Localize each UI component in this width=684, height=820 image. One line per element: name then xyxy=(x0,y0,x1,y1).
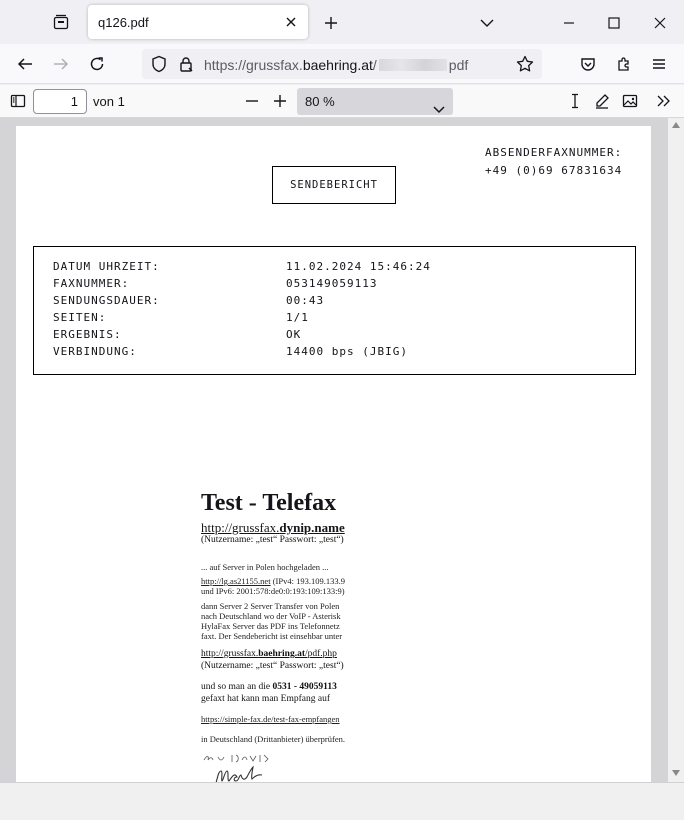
detail-label: FAXNUMMER: xyxy=(53,277,130,290)
detail-row xyxy=(53,260,431,273)
uploaded-text: ... auf Server in Polen hochgeladen ... xyxy=(201,562,329,572)
extensions-icon[interactable] xyxy=(612,52,636,76)
scroll-down-arrow-icon[interactable] xyxy=(672,770,680,776)
bottom-strip xyxy=(0,782,684,820)
detail-label: DATUM UHRZEIT: xyxy=(53,260,160,273)
detail-row xyxy=(53,294,325,307)
back-arrow-icon[interactable] xyxy=(13,52,37,76)
zoom-value: 80 % xyxy=(305,94,335,109)
zoom-out-icon[interactable] xyxy=(240,89,264,113)
navigation-bar xyxy=(0,44,684,84)
credentials-1: (Nutzername: „test“ Passwort: „test“) xyxy=(201,535,344,545)
url-suffix: pdf xyxy=(448,57,469,73)
hamburger-menu-icon[interactable] xyxy=(647,52,671,76)
sidebar-toggle-icon[interactable] xyxy=(6,89,30,113)
detail-value: 053149059113 xyxy=(286,277,378,290)
detail-value: 14400 bps (JBIG) xyxy=(286,345,408,358)
credentials-2: (Nutzername: „test“ Passwort: „test“) xyxy=(201,661,344,671)
signature xyxy=(212,766,276,782)
maximize-icon[interactable] xyxy=(603,12,625,34)
link2-suffix: /pdf.php xyxy=(304,649,337,659)
sender-fax-number: +49 (0)69 67831634 xyxy=(485,164,623,177)
url-prefix: https://grussfax. xyxy=(204,57,303,73)
zoom-select[interactable] xyxy=(297,88,453,115)
tab-title: q126.pdf xyxy=(98,14,149,30)
detail-row xyxy=(53,345,408,358)
tab-active[interactable] xyxy=(88,5,308,39)
detail-label: VERBINDUNG: xyxy=(53,345,137,358)
ipv6-line: und IPv6: 2001:578:de0:0:193:109:133:9) xyxy=(201,586,345,596)
scroll-up-arrow-icon[interactable] xyxy=(672,122,680,128)
fax-link-baehring xyxy=(201,649,337,659)
detail-value: OK xyxy=(286,328,302,341)
tracking-shield-icon[interactable] xyxy=(150,55,168,78)
transfer-line-4: faxt. Der Sendebericht ist einsehbar unter xyxy=(201,631,343,641)
tab-strip xyxy=(0,0,684,44)
lock-icon[interactable] xyxy=(178,56,194,77)
pdf-toolbar xyxy=(0,85,684,118)
send-line-2: gefaxt hat kann man Empfang auf xyxy=(201,694,330,704)
forward-arrow-icon[interactable] xyxy=(49,52,73,76)
fax-link-dynip xyxy=(201,520,345,536)
close-window-icon[interactable] xyxy=(649,12,671,34)
chevron-down-icon[interactable] xyxy=(476,12,498,34)
link1-bold: dynip.name xyxy=(279,520,345,535)
zoom-in-icon[interactable] xyxy=(268,89,292,113)
page-count: von 1 xyxy=(93,94,125,109)
ipv4-line xyxy=(201,576,345,586)
link1-prefix: http://grussfax. xyxy=(201,520,280,535)
close-tab-icon[interactable] xyxy=(282,13,300,31)
bookmark-star-icon[interactable] xyxy=(516,55,534,78)
ipv4-link: http://lg.as21155.net xyxy=(201,576,271,586)
transfer-line-2: nach Deutschland wo der VoIP - Asterisk xyxy=(201,611,341,621)
transfer-line-3: HylaFax Server das PDF ins Telefonnetz xyxy=(201,621,340,631)
pdf-page xyxy=(16,126,651,782)
page-number-input[interactable]: 1 xyxy=(33,89,87,114)
detail-label: SENDUNGSDAUER: xyxy=(53,294,160,307)
url-host: baehring.at xyxy=(302,57,373,73)
sender-fax-label: ABSENDERFAXNUMMER: xyxy=(485,146,623,159)
reload-icon[interactable] xyxy=(85,52,109,76)
text-cursor-icon[interactable] xyxy=(563,89,587,113)
minimize-icon[interactable] xyxy=(558,12,580,34)
send-number: 0531 - 49059113 xyxy=(272,682,337,692)
report-title-box xyxy=(272,166,396,204)
url-slash: / xyxy=(372,57,377,73)
url-bar[interactable] xyxy=(142,49,542,79)
transfer-line-1: dann Server 2 Server Transfer von Polen xyxy=(201,601,340,611)
detail-value: 11.02.2024 15:46:24 xyxy=(286,260,431,273)
detail-value: 00:43 xyxy=(286,294,325,307)
ipv4-text: (IPv4: 193.109.133.9 xyxy=(270,576,345,586)
draw-pen-icon[interactable] xyxy=(590,89,614,113)
scrollbar[interactable] xyxy=(668,118,684,782)
firefox-view-icon[interactable] xyxy=(46,9,76,35)
send-prefix: und so man an die xyxy=(201,682,273,692)
add-image-icon[interactable] xyxy=(618,89,642,113)
send-line xyxy=(201,682,337,692)
link2-bold: baehring.at xyxy=(258,649,305,659)
detail-value: 1/1 xyxy=(286,311,309,324)
detail-label: ERGEBNIS: xyxy=(53,328,122,341)
detail-row xyxy=(53,311,309,324)
url-text xyxy=(204,57,468,73)
redacted-filename xyxy=(379,59,447,71)
link2-prefix: http://grussfax. xyxy=(201,649,259,659)
tools-chevron-icon[interactable] xyxy=(652,89,676,113)
new-tab-icon[interactable] xyxy=(320,12,342,34)
report-title: SENDEBERICHT xyxy=(290,179,378,191)
transmission-details xyxy=(33,246,636,375)
fax-page-title: Test - Telefax xyxy=(201,490,337,516)
detail-row xyxy=(53,277,378,290)
handwritten-note xyxy=(202,752,274,764)
pdf-viewer[interactable] xyxy=(0,118,684,782)
fax-link-simple: https://simple-fax.de/test-fax-empfangen xyxy=(201,714,340,724)
pocket-icon[interactable] xyxy=(576,52,600,76)
detail-row xyxy=(53,328,302,341)
detail-label: SEITEN: xyxy=(53,311,107,324)
verify-text: in Deutschland (Drittanbieter) überprüfen. xyxy=(201,734,345,744)
